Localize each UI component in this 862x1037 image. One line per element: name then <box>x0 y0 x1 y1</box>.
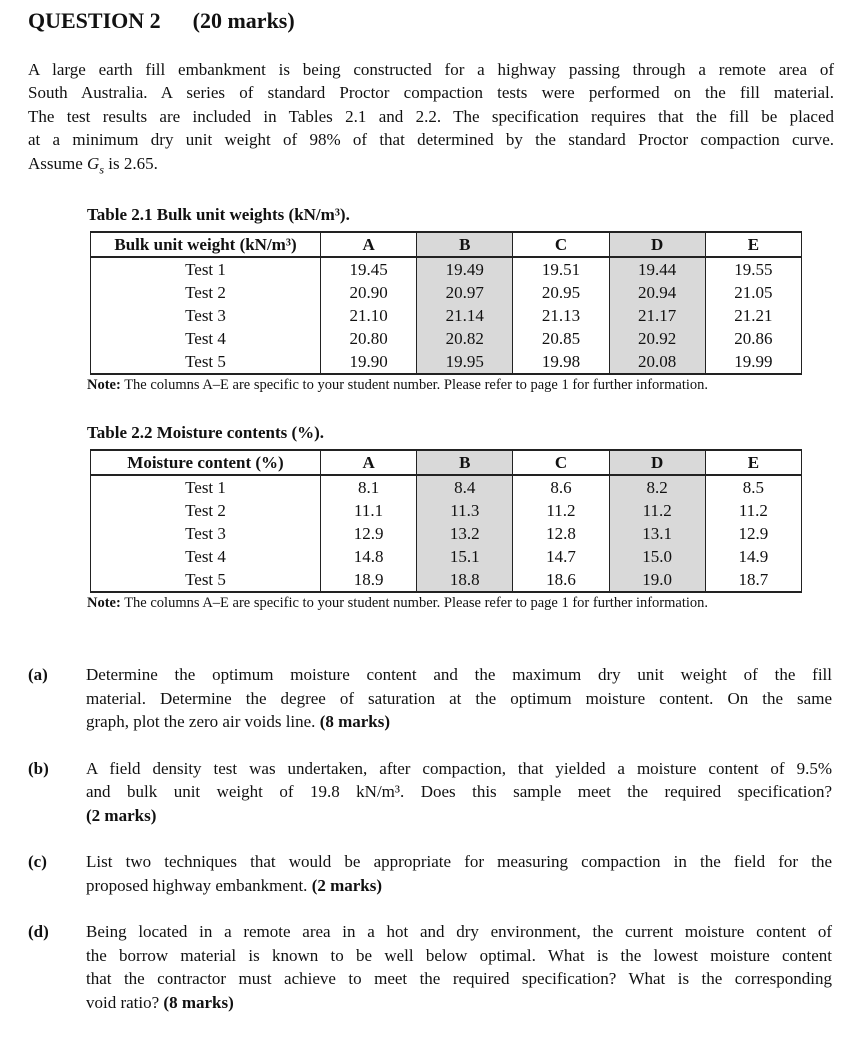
table-cell: 21.21 <box>705 304 801 327</box>
table-cell: 12.8 <box>513 522 609 545</box>
table-cell: Test 5 <box>91 568 321 592</box>
part-marks: (8 marks) <box>163 992 234 1012</box>
table-cell: 8.4 <box>417 475 513 499</box>
table-cell: 11.2 <box>609 499 705 522</box>
question-title: QUESTION 2 <box>28 8 161 33</box>
table-row <box>91 257 802 281</box>
intro-line <box>28 152 834 182</box>
moisture-content-table <box>90 449 802 593</box>
table-cell: 20.85 <box>513 327 609 350</box>
table-cell: 19.51 <box>513 257 609 281</box>
table-cell: 13.2 <box>417 522 513 545</box>
table-cell: 11.2 <box>705 499 801 522</box>
part-text <box>86 663 832 734</box>
question-heading <box>28 6 834 36</box>
table-cell: Test 3 <box>91 304 321 327</box>
note-label: Note: <box>87 595 121 612</box>
table-cell: Test 4 <box>91 545 321 568</box>
part-label: (d) <box>28 922 49 942</box>
note-text: The columns A–E are specific to your student number. Please refer to page 1 for further information. <box>120 377 709 394</box>
table-cell: 8.6 <box>513 475 609 499</box>
note-text: The columns A–E are specific to your student number. Please refer to page 1 for further information. <box>120 595 709 612</box>
part-line <box>86 991 832 1015</box>
table-cell: 11.1 <box>321 499 417 522</box>
intro-paragraph <box>28 58 834 181</box>
table-cell: 18.9 <box>321 568 417 592</box>
intro-line: South Australia. A series of standard Proctor compaction tests were performed on the fill material. <box>28 83 834 103</box>
part-marks: (8 marks) <box>319 712 391 732</box>
table-cell: 21.14 <box>417 304 513 327</box>
table-row <box>91 327 802 350</box>
part-text <box>86 757 832 828</box>
part-line-text: proposed highway embankment. <box>86 875 312 895</box>
question-parts <box>28 663 834 1014</box>
table-cell: 11.2 <box>513 499 609 522</box>
part-b <box>28 757 834 828</box>
table-header-cell: C <box>513 450 609 475</box>
table-header-cell: Bulk unit weight (kN/m³) <box>91 232 321 257</box>
table1-note <box>87 375 834 395</box>
table-header-cell: D <box>609 450 705 475</box>
table-cell: 19.99 <box>705 350 801 374</box>
gs-subscript: s <box>99 162 104 177</box>
table-row <box>91 281 802 304</box>
table-cell: 19.95 <box>417 350 513 374</box>
part-d <box>28 920 834 1014</box>
part-line <box>86 874 832 898</box>
table-cell: Test 2 <box>91 281 321 304</box>
table-cell: 19.90 <box>321 350 417 374</box>
table-header-cell: E <box>705 450 801 475</box>
part-text <box>86 850 832 897</box>
intro-line: at a minimum dry unit weight of 98% of that determined by the standard Proctor compaction curve. <box>28 130 834 150</box>
table-cell: 21.17 <box>609 304 705 327</box>
table-cell: 14.8 <box>321 545 417 568</box>
table-header-row <box>91 450 802 475</box>
intro-line: The test results are included in Tables 2.1 and 2.2. The specification requires that the fill be placed <box>28 106 834 126</box>
table1-caption: Table 2.1 Bulk unit weights (kN/m³). <box>87 205 350 225</box>
table-cell: 12.9 <box>705 522 801 545</box>
table-header-cell: D <box>609 232 705 257</box>
table-header-cell: B <box>417 232 513 257</box>
table-cell: 8.2 <box>609 475 705 499</box>
table-cell: 20.86 <box>705 327 801 350</box>
table-cell: 19.0 <box>609 568 705 592</box>
table-cell: 20.80 <box>321 327 417 350</box>
part-line: and bulk unit weight of 19.8 kN/m³. Does this sample meet the required specification? <box>86 782 832 802</box>
table-cell: 19.49 <box>417 257 513 281</box>
part-marks: (2 marks) <box>86 805 157 825</box>
table-cell: Test 1 <box>91 257 321 281</box>
table-cell: Test 5 <box>91 350 321 374</box>
table-cell: 20.90 <box>321 281 417 304</box>
part-line: material. Determine the degree of saturation at the optimum moisture content. On the same <box>86 688 832 708</box>
table2-note <box>87 593 834 613</box>
table-cell: 21.05 <box>705 281 801 304</box>
table-cell: 21.13 <box>513 304 609 327</box>
part-line: the borrow material is known to be well below optimal. What is the lowest moisture content <box>86 945 832 965</box>
question-page <box>28 6 834 1037</box>
table-cell: Test 4 <box>91 327 321 350</box>
question-marks: (20 marks) <box>192 8 295 33</box>
table-cell: 20.92 <box>609 327 705 350</box>
table-cell: 20.08 <box>609 350 705 374</box>
table-cell: 15.0 <box>609 545 705 568</box>
table-row <box>91 522 802 545</box>
part-c <box>28 850 834 897</box>
table-cell: 13.1 <box>609 522 705 545</box>
table-row <box>91 499 802 522</box>
table-cell: 18.8 <box>417 568 513 592</box>
table-cell: 21.10 <box>321 304 417 327</box>
part-line <box>86 710 832 734</box>
table-header-cell: C <box>513 232 609 257</box>
part-line: List two techniques that would be appropriate for measuring compaction in the field for the <box>86 852 832 872</box>
table-row <box>91 475 802 499</box>
bulk-unit-weight-table <box>90 231 802 375</box>
gs-symbol: G <box>87 153 100 173</box>
intro-text: Assume <box>28 153 88 173</box>
part-a <box>28 663 834 734</box>
table-row <box>91 350 802 374</box>
part-line: Being located in a remote area in a hot and dry environment, the current moisture content of <box>86 922 832 942</box>
part-line <box>86 804 832 828</box>
part-line: Determine the optimum moisture content and the maximum dry unit weight of the fill <box>86 665 832 685</box>
part-text <box>86 920 832 1014</box>
table-cell: 15.1 <box>417 545 513 568</box>
table-cell: 20.94 <box>609 281 705 304</box>
part-line: A field density test was undertaken, after compaction, that yielded a moisture content of 9.5% <box>86 758 832 778</box>
table-cell: 19.45 <box>321 257 417 281</box>
intro-line: A large earth fill embankment is being constructed for a highway passing through a remote area of <box>28 60 834 79</box>
part-label: (b) <box>28 758 49 778</box>
table-header-cell: A <box>321 232 417 257</box>
table-header-cell: B <box>417 450 513 475</box>
table-cell: 19.55 <box>705 257 801 281</box>
table-header-cell: A <box>321 450 417 475</box>
table-cell: 20.95 <box>513 281 609 304</box>
table-row <box>91 545 802 568</box>
table-cell: 20.82 <box>417 327 513 350</box>
table-header-cell: Moisture content (%) <box>91 450 321 475</box>
table-cell: Test 2 <box>91 499 321 522</box>
intro-text: is 2.65. <box>103 153 158 173</box>
part-label: (a) <box>28 665 48 685</box>
part-line-text: void ratio? <box>86 992 164 1012</box>
table-cell: 14.9 <box>705 545 801 568</box>
table-row <box>91 568 802 592</box>
part-label: (c) <box>28 852 47 872</box>
table-cell: Test 3 <box>91 522 321 545</box>
table-cell: 18.6 <box>513 568 609 592</box>
table-cell: 19.98 <box>513 350 609 374</box>
table-cell: 8.5 <box>705 475 801 499</box>
part-line: that the contractor must achieve to meet the required specification? What is the corresponding <box>86 969 832 989</box>
table-cell: 12.9 <box>321 522 417 545</box>
table2-caption: Table 2.2 Moisture contents (%). <box>87 423 325 443</box>
note-label: Note: <box>87 377 121 394</box>
table-cell: 8.1 <box>321 475 417 499</box>
table-cell: 20.97 <box>417 281 513 304</box>
table-cell: 18.7 <box>705 568 801 592</box>
table-cell: 14.7 <box>513 545 609 568</box>
table-cell: 11.3 <box>417 499 513 522</box>
part-marks: (2 marks) <box>311 875 383 895</box>
table-header-row <box>91 232 802 257</box>
table-cell: 19.44 <box>609 257 705 281</box>
table-row <box>91 304 802 327</box>
table-cell: Test 1 <box>91 475 321 499</box>
table-header-cell: E <box>705 232 801 257</box>
part-line-text: graph, plot the zero air voids line. <box>86 712 320 732</box>
